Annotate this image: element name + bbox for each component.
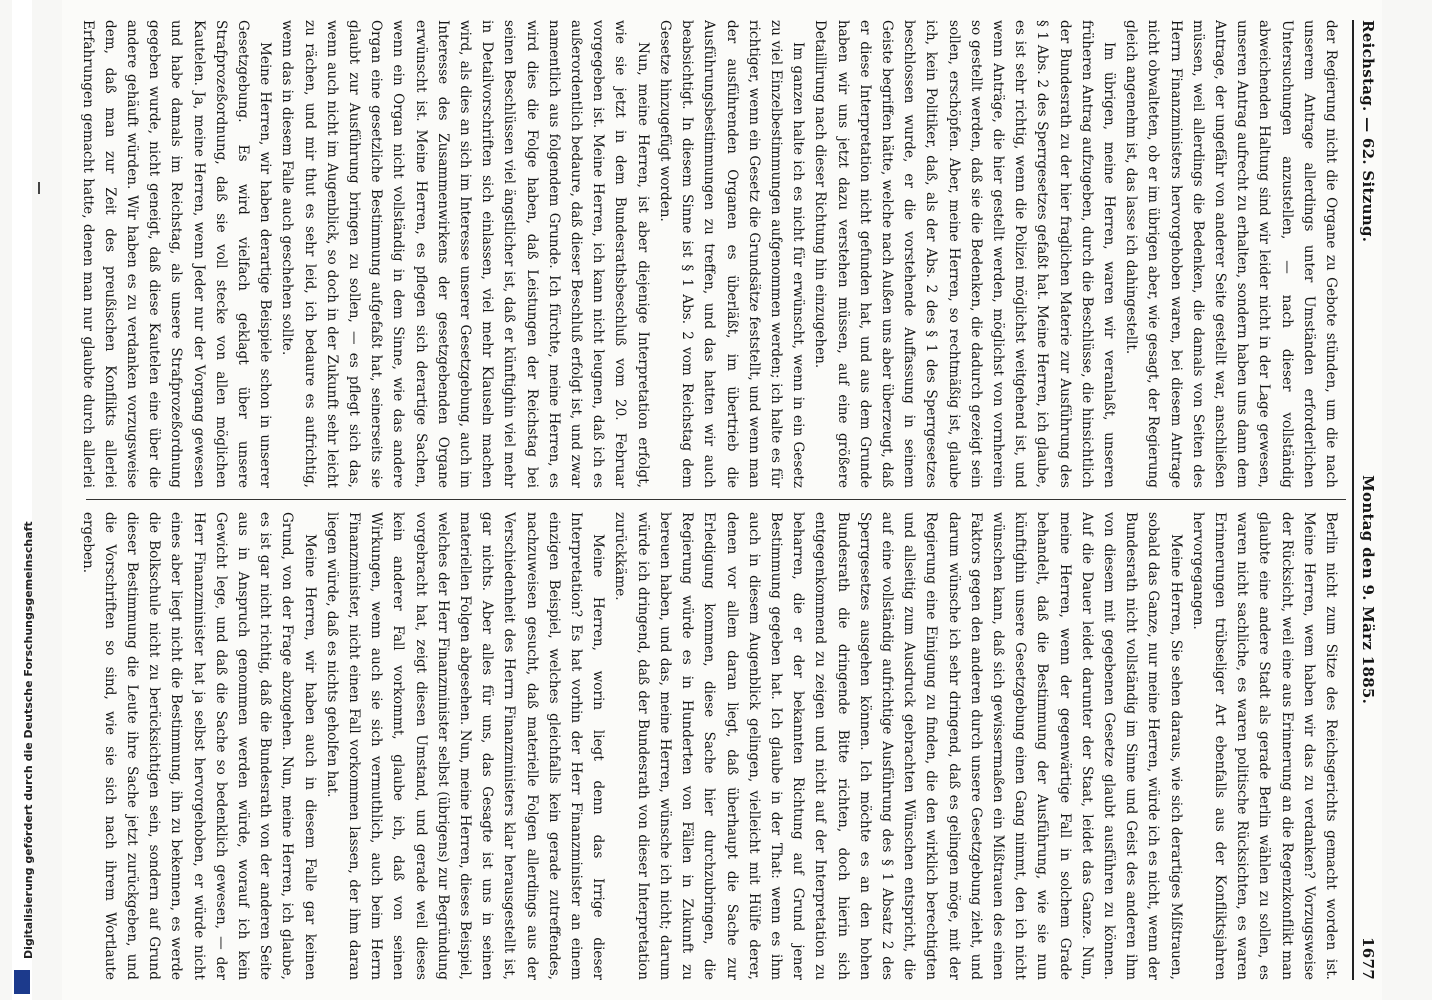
scan-mark — [38, 182, 40, 194]
left-text-column — [72, 20, 1342, 488]
paragraph: Meine Herren, worin liegt denn das Irrige dieser Interpretation? Es hat vorhin der Herr Finanzminister an einem einzigen Beispiel, welches gleichfalls kein gerade zutreffendes, nachzuweisen gesucht, daß materielle Folgen allerdings aus der Verschiedenheit des Herrn Finanzministers klar herausgestellt ist, gar nichts. Aber alles für uns, das Gesagte ist uns in seinen materiellen Folgen abgesehen. Nun, meine Herren, dieses Beispiel, welches der Herr Finanzminister selbst (übrigens) zur Begründung vorgebracht hat, zeigt diesen Umstand, und gerade weil dieses kein anderer Fall vorkommt, glaube ich, daß von seinen Wirkungen, wenn auch sie sich vermuthlich, auch beim Herrn Finanzminister, nicht einen Fall vorkommen lassen, der ihm daran liegen würde, daß es nichts geholfen hat. — [323, 512, 607, 980]
paragraph: Nun, meine Herren, ist aber diejenige Interpretation erfolgt, wie sie jetzt in dem Bundesrathsbeschluß vom 20. Februar vorgegeben ist. Meine Herren, ich kann nicht leugnen, daß ich es außerordentlich bedaure, daß dieser Beschluß erfolgt ist, und zwar namentlich aus folgendem Grunde. Ich fürchte, meine Herren, es wird dies die Folge haben, daß Leistungen der Reichstag bei seinen Beschlüssen viel ängstlicher ist, daß er künftighin viel mehr in Detailvorschriften sich einlassen, viel mehr Klauseln machen wird, als dies an sich im Interesse unserer Gesetzgebung, auch im Interesse des Zusammenwirkens der gesetzgebenden Organe erwünscht ist. Meine Herren, es pflegen sich derartige Sachen, wenn ein Organ nicht vollständig in dem Sinne, wie das andere Organ eine gesetzliche Bestimmung aufgefaßt hat, seinerseits sie glaubt zur Ausführung bringen zu sollen, — es pflegt sich das, wenn auch nicht im Augenblick, so doch in der Zukunft sehr leicht zu rächen, und mir thut es sehr leid, ich bedaure es aufrichtig, wenn das in diesem Falle auch geschehen sollte. — [279, 20, 651, 488]
digitization-sidebar — [12, 0, 35, 1000]
paragraph: Im übrigen, meine Herren, waren wir veranlaßt, unseren früheren Antrag aufzugeben, durch die Beschlüsse, die hinsichtlich der Bundesrath zu der hier fraglichen Materie zur Ausführung des § 1 Abs. 2 des Sperrgesetzes gefaßt hat. Meine Herren, ich glaube, es ist sehr richtig, wenn die Polizei möglichst weitgehend ist, und wenn Anträge, die hier gestellt werden, möglichst von vornherein so gestellt werden, daß sie die Bedenken, die dadurch gezeigt sein sollen, erschöpfen. Aber, meine Herren, so rechtmäßig ist, glaube ich, kein Politiker, daß, als der Abs. 2 des § 1 des Sperrgesetzes beschlossen wurde, er die vorstehende Auffassung in seinem Geiste begriffen hätte, welche nach Außen uns aber überzeugt, daß er diese Interpretation nicht gefunden hat, und aus dem Grunde haben wir uns jetzt dazu verstehen müssen, auf eine größere Detaillirung nach dieser Richtung hin einzugehen. — [812, 20, 1117, 488]
paragraph: Berlin nicht zum Sitze des Reichsgerichts gemacht worden ist. Meine Herren, wem haben wir das zu verdanken? Vorzugsweise der Rücksicht, weil eine aus Erinnerung an die Regenzkonflikt man glaubte eine andere Stadt als gerade Berlin wählen zu sollen, es waren nicht sachliche, es waren politische Rücksichten, es waren Erinnerungen trübseliger Art ebenfalls aus der Konfliktsjahren hervorgegangen. — [1189, 512, 1339, 980]
page-number: 1677 — [1359, 937, 1377, 980]
page-header — [1352, 20, 1382, 980]
digitization-credit: Digitalisierung gefördert durch die Deutsche Forschungsgemeinschaft — [22, 521, 35, 959]
paragraph: Im ganzen halte ich es nicht für erwünscht, wenn in ein Gesetz zu viel Einzelbestimmungen aufgenommen werden; ich halte es für richtiger, wenn ein Gesetz die Grundsätze feststellt, und wenn man der ausführenden Organen es überläßt, im übertrieb die Ausführungsbestimmungen zu treffen, und das hatten wir auch beabsichtigt. In diesem Sinne ist § 1 Abs. 2 vom Reichstag dem Gesetze hinzugefügt worden. — [656, 20, 807, 488]
paragraph: Meine Herren, wir haben auch in diesem Falle gar keinen Grund, von der Frage abzugehen. Nun, meine Herren, ich glaube, es ist gar nicht richtig, daß die Bundesrath von der anderen Seite aus in Anspruch genommen werden würde, worauf ich kein Gewicht lege, und daß die Sache so bedenklich gewesen, — der Herr Finanzminister hat ja selbst hervorgehoben, er würde nicht eines aber liegt nicht die Bestimmung, ihn zu bekennen, es werde die Bolkschule nicht zu berücksichtigen sein, sondern auf Grund dieser Bestimmung die Leute ihre Sache jetzt zurückgeben, und die Vorschriften so sind, wie sie sich nach ihrem Wortlaute ergeben. — [79, 512, 318, 980]
paragraph — [72, 512, 76, 980]
rotated-document-page — [62, 0, 1382, 1000]
paragraph: der Regierung nicht die Organe zu Gebote stünden, um die nach unserem Antrage allerdings unter Umständen erforderlichen Untersuchungen anzustellen, — nach dieser vollständig abweichenden Haltung sind wir leider nicht in der Lage gewesen, unseren Antrag aufrecht zu erhalten, sondern haben uns dann dem Antrage, der ungefähr von anderer Seite gestellt war, anschließen müssen, weil allerdings die Bedenken, die damals von Seiten des Herrn Finanzministers hervorgehoben waren, bei diesem Antrage nicht obwalteten, ob er im übrigen aber, wie gesagt, der Regierung gleich angenehm ist, das lasse ich dahingestellt. — [1123, 20, 1339, 488]
header-date: Montag den 9. März 1885. — [1359, 475, 1377, 705]
header-session-title: Reichstag. — 62. Sitzung. — [1359, 20, 1377, 243]
paragraph: Meine Herren, wir haben derartige Beispiele schon in unserer Gesetzgebung. Es wird vielfach geklagt über unsere Strafprozeßordnung, daß sie voll stecke von allen möglichen Kautelen. Ja, meine Herren, wenn Jeder nur der Vorgang gewesen und habe damals im Reichstag, als unsere Strafprozeßordnung gegeben wurde, nicht geneigt, daß diese Kautelen eine über die andere gehäuft würden. Wir haben es zu verdanken vorzugsweise dem, daß man zur Zeit des preußischen Konflikts allerlei Erfahrungen gemacht hatte, denen man nur glaubte durch allerlei — [79, 20, 274, 488]
right-text-column — [72, 512, 1342, 980]
paragraph: Meine Herren, Sie sehen daraus, wie sich derartiges Mißtrauen, sobald das Ganze, nur meine Herren, würde ich es nicht, wenn der Bundesrath nicht vollständig im Sinne und Geist des anderen ihm von diesem mit gegebenen Gesetze glaubt ausführen zu können. Auf die Dauer leidet darunter der Staat, leidet das Ganze. Nun, meine Herren, wenn der gegenwärtige Fall in solchem Grade behandelt, daß die Bestimmung der Ausführung, wie sie nun künftighin unsere Gesetzgebung einen Gang nimmt, den ich nicht wünschen kann, daß sich gewissermaßen ein Mißtrauen des einen Faktors gegen den anderen durch unsere Gesetzgebung zieht, und darum wünsche ich sehr dringend, daß es gelingen möge, mit der Regierung eine Einigung zu finden, die den wirklich berechtigten und allseitig zum Ausdruck gebrachten Wünschen entspricht, die auf eine vollständig aufrichtige Ausführung des § 1 Absatz 2 des Sperrgesetzes ausgehen können. Ich möchte es an den hohen Bundesrath die dringende Bitte richten, doch hierin sich entgegenkommend zu zeigen und nicht auf der Interpretation zu beharren, die er der bekannten Richtung auf Grund jener Bestimmung gegeben hat. Ich glaube in der That: wenn es ihm auch in diesem Augenblick gelingen, vielleicht mit Hülfe derer, denen vor allem daran liegt, daß überhaupt die Sache zur Erledigung kommen, diese Sache hier durchzubringen, die Regierung würde es in Hunderten von Fällen in Zukunft zu bereuen haben, und das, meine Herren, wünsche ich nicht; darum würde ich dringend, daß der Bundesrath von dieser Interpretation zurückkäme. — [612, 512, 1184, 980]
dfg-logo-icon — [14, 970, 30, 994]
column-divider — [86, 499, 1346, 500]
